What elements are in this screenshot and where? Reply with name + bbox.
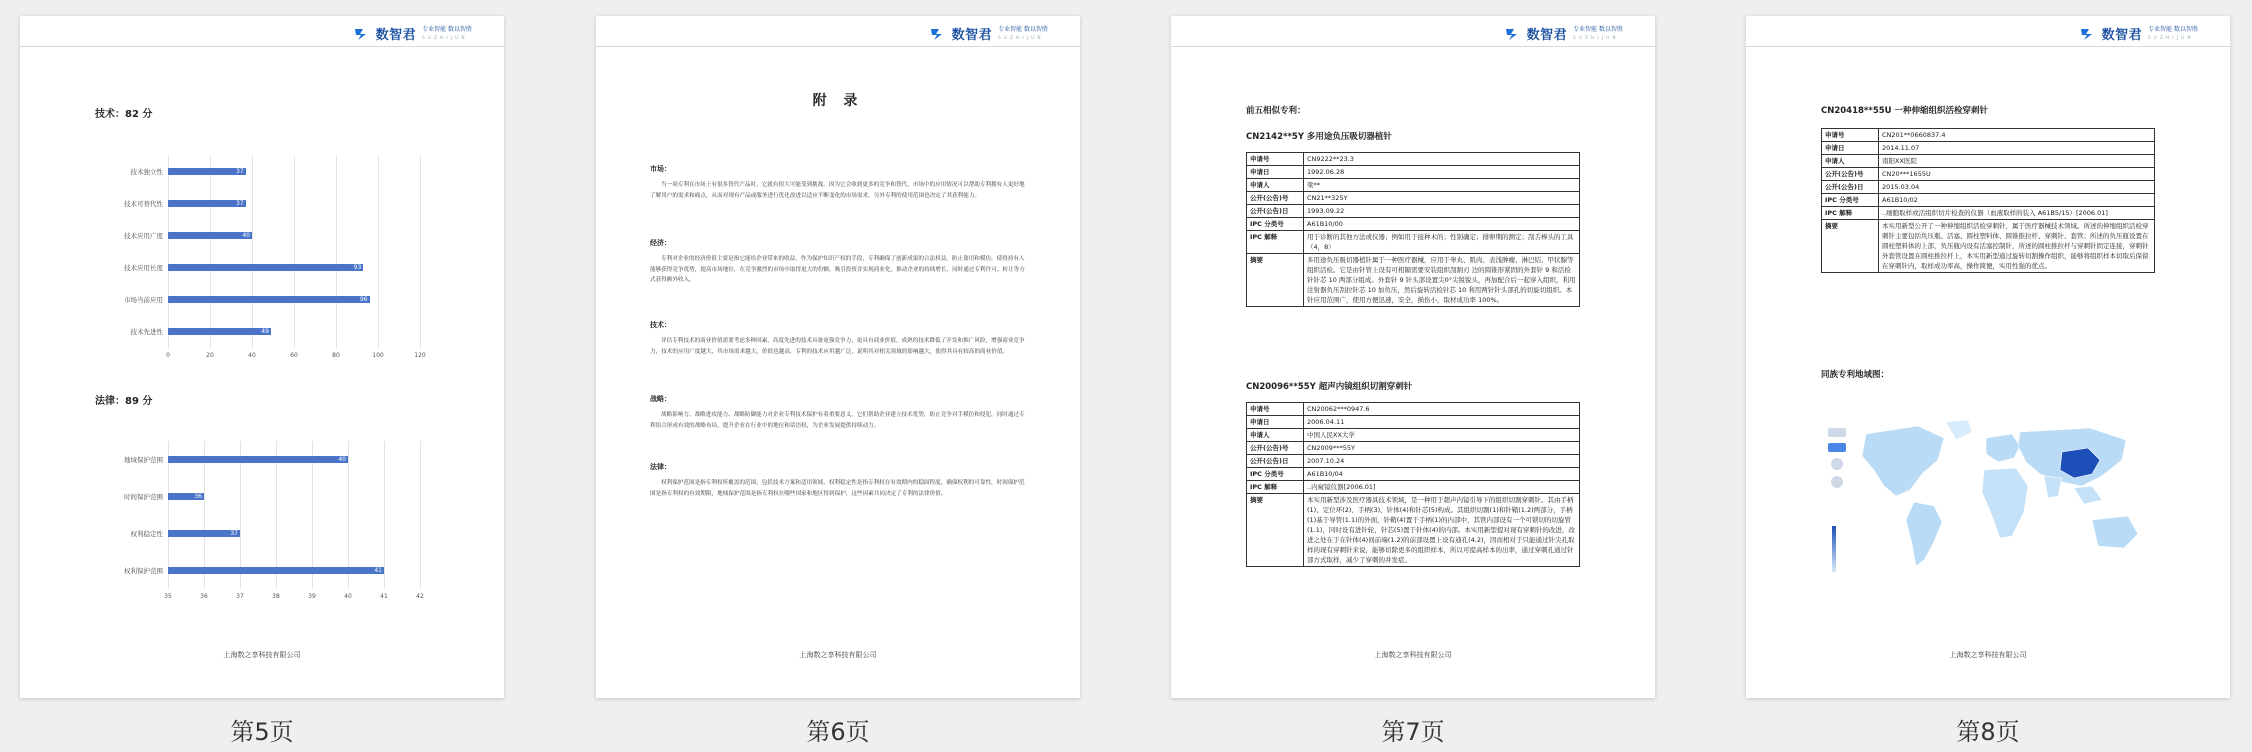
region-north-america [1862, 426, 1944, 496]
gridline [168, 156, 169, 348]
bar [168, 456, 348, 463]
section-heading: 经济： [650, 239, 671, 247]
patent-info-table [1821, 128, 2155, 273]
field-label: 公开(公告)日 [1822, 181, 1879, 194]
table-row [1247, 455, 1580, 468]
brand-slogan: 专业智能 数以智胜 [422, 25, 472, 33]
category-label: 技术应用长度 [124, 264, 163, 272]
brand-slogan-sub: S U Z H I J U N [1573, 34, 1617, 40]
page-footer: 上海数之享科技有限公司 [1374, 651, 1452, 659]
field-label: 申请日 [1822, 142, 1879, 155]
patent-info-table [1246, 152, 1580, 307]
field-value: 2006.04.11 [1304, 416, 1580, 429]
law-bar-chart [20, 441, 504, 611]
category-label: 权利稳定性 [130, 529, 163, 538]
brand-name: 数智君 [951, 28, 993, 43]
table-row [1247, 416, 1580, 429]
table-row [1822, 129, 2155, 142]
brand-name: 数智君 [375, 28, 417, 43]
field-label: IPC 分类号 [1822, 194, 1879, 207]
field-value: 本实用新型公开了一种伸缩组织活检穿刺针，属于医疗器械技术领域。所述的伸缩组织活检穿刺针主要包括负压瓶、活塞、圆柱塑料体、圆锥推拉杆、穿刺针、套管；所述的负压瓶设置在圆柱塑料体的上部，负压瓶内设有活塞控制针，所述的圆柱推拉杆与穿刺针固定连接，穿刺针外套管设置在圆柱推拉杆上，本实用新型通过旋转切割操作组织，能够将组织样本切取后保留在穿刺针内，取样成功率高，操作简便，实用性强的优点。 [1879, 220, 2155, 273]
appendix-section [650, 164, 1026, 201]
x-tick-label: 41 [380, 593, 388, 600]
brand-slogan: 专业智能 数以智胜 [2148, 25, 2198, 33]
patent-title: CN2142**5Y 多用途负压吸切器植针 [1246, 132, 1392, 142]
page-5 [20, 16, 504, 698]
gridline [294, 156, 295, 348]
section-heading: 法律： [650, 463, 671, 471]
category-label: 市场当前应用 [124, 296, 163, 304]
table-row [1822, 155, 2155, 168]
x-tick-label: 35 [164, 593, 172, 600]
table-row [1822, 142, 2155, 155]
field-value: A61B10/00 [1304, 218, 1580, 231]
field-label: 申请号 [1247, 403, 1304, 416]
appendix-section [650, 320, 1026, 357]
section-text: 战略影响力、战略进攻能力、战略防御能力对企业专利技术保护有着重要意义。它们帮助企业建立技术优势，防止竞争对手模仿和侵犯，同时通过专利组合形成有效的战略布局，提升企业在行业中的地位和话语权，为企业发展提供持续动力。 [650, 412, 1025, 429]
section-heading: 战略： [650, 395, 671, 403]
brand-logo [930, 24, 1048, 43]
bar-value-label: 41 [374, 566, 382, 574]
field-label: 公开(公告)号 [1247, 442, 1304, 455]
x-tick-label: 36 [200, 593, 208, 600]
law-score-title: 法律：89 分 [95, 396, 153, 407]
field-value: 南阳XX医院 [1879, 155, 2155, 168]
brand-name: 数智君 [1526, 28, 1568, 43]
patent-title: CN20096**55Y 超声内镜组织切割穿刺针 [1246, 382, 1413, 392]
region-greenland [1946, 420, 1972, 440]
table-row [1822, 207, 2155, 220]
page-8 [1746, 16, 2230, 698]
appendix-title: 附 录 [812, 93, 864, 109]
table-row [1247, 205, 1580, 218]
brand-logo [354, 24, 472, 43]
field-label: 申请人 [1247, 179, 1304, 192]
section-heading: 市场： [650, 165, 671, 173]
x-tick-label: 42 [416, 593, 424, 600]
x-tick-label: 20 [206, 352, 214, 359]
x-tick-label: 38 [272, 593, 280, 600]
category-label: 权利保护范围 [124, 566, 163, 575]
table-row [1247, 468, 1580, 481]
field-label: 申请人 [1822, 155, 1879, 168]
section-heading: 技术： [650, 321, 671, 329]
category-label: 技术可替代性 [124, 200, 163, 208]
field-value: CN9222**23.3 [1304, 153, 1580, 166]
field-value: ..内窥镜仪器[2006.01] [1304, 481, 1580, 494]
table-row [1247, 442, 1580, 455]
table-row [1247, 218, 1580, 231]
table-row [1822, 168, 2155, 181]
bar-value-label: 49 [261, 328, 269, 335]
appendix-section [650, 238, 1026, 286]
table-row [1247, 179, 1580, 192]
table-row [1822, 194, 2155, 207]
field-label: 摘要 [1247, 254, 1304, 307]
page-caption-7[interactable]: 第7页 [1381, 718, 1445, 746]
gridline [420, 156, 421, 348]
page-caption-5[interactable]: 第5页 [230, 718, 294, 746]
region-southeast-asia [2074, 486, 2102, 504]
field-label: IPC 分类号 [1247, 218, 1304, 231]
field-label: 摘要 [1822, 220, 1879, 273]
category-label: 技术应用广度 [124, 232, 163, 240]
brand-slogan-sub: S U Z H I J U N [2148, 34, 2192, 40]
section-text: 当一项专利在市场上有很多替代产品时，它就有很大可能受到挑战。因为它会收到更多的竞争和替代，市场中的应用情况可以帮助专利拥有人更好地了解用户的需求和痛点，从而对现有产品或服务进行优化改进以适应不断变化的市场需求，另外专利的使用范围也决定了其获利能力。 [650, 182, 1025, 199]
field-value: 2015.03.04 [1879, 181, 2155, 194]
region-south-america [1906, 502, 1942, 566]
region-africa [1982, 468, 2028, 538]
gridline [378, 156, 379, 348]
region-europe [1986, 434, 2020, 462]
region-south-asia [2044, 476, 2062, 498]
table-row [1247, 481, 1580, 494]
x-tick-label: 0 [166, 352, 170, 359]
appendix-section [650, 462, 1026, 499]
gridline [252, 156, 253, 348]
field-label: 公开(公告)号 [1822, 168, 1879, 181]
table-row [1247, 403, 1580, 416]
field-label: 申请号 [1822, 129, 1879, 142]
table-row [1247, 192, 1580, 205]
x-tick-label: 120 [414, 352, 426, 359]
gridline [210, 156, 211, 348]
x-tick-label: 100 [372, 352, 384, 359]
field-label: 申请日 [1247, 166, 1304, 179]
bar-value-label: 96 [359, 296, 368, 303]
field-value: CN21**325Y [1304, 192, 1580, 205]
page-caption-8[interactable]: 第8页 [1956, 718, 2020, 746]
field-value: 2014.11.07 [1879, 142, 2155, 155]
bar-value-label: 93 [353, 264, 362, 271]
tech-bar-chart [20, 156, 504, 366]
field-label: 公开(公告)日 [1247, 455, 1304, 468]
page-7 [1171, 16, 1655, 698]
table-row [1247, 153, 1580, 166]
table-row [1247, 166, 1580, 179]
page-footer: 上海数之享科技有限公司 [1949, 651, 2027, 659]
table-row [1247, 231, 1580, 254]
field-value: 多用途负压吸切器植针属于一种医疗器械，应用于睾丸、肌肉、表浅肿瘤、淋巴结、甲状腺等组织活检。它是由针管上设有可相隔需要安装组织刮割刃 边的圆锥形紧固的外套针 9 和活检针针芯 10 两部分组成。外套针 9 针头部设置尖0°尖锐锐头，再加配合后一起穿入组织，利用注射器负压刮拉针芯 10 加负压，然后旋转活检针芯 10 利用两针针头部孔的切旋切组织。本针应用范围广，使用方便迅速，安全，损伤小，取材成功率 100%。 [1304, 254, 1580, 307]
patent-info-table [1246, 402, 1580, 567]
x-tick-label: 39 [308, 593, 316, 600]
patent-title: CN20418**55U 一种伸缩组织活检穿刺针 [1821, 106, 1989, 116]
table-row [1247, 494, 1580, 567]
brand-slogan: 专业智能 数以智胜 [998, 25, 1048, 33]
field-label: 申请号 [1247, 153, 1304, 166]
section-text: 评估专利技术的商业价值需要考虑多种因素，高度先进的技术具备更强竞争力，更具有商业价值，成熟的技术降低了开发和推广风险，增强商业竞争力，技术的应用广度越大，其市场需求越大，价值也越高，专利的技术应用越广泛，说明其对相关领域的影响越大，使得其具有较高的商业价值。 [650, 338, 1025, 355]
brand-slogan: 专业智能 数以智胜 [1573, 25, 1623, 33]
x-tick-label: 37 [236, 593, 244, 600]
page-footer: 上海数之享科技有限公司 [223, 651, 301, 659]
field-label: 申请日 [1247, 416, 1304, 429]
region-australia [2092, 516, 2138, 548]
field-value: 用于诊断的其他方法或仪器；例如用于接种术的；性别确定；排卵期的测定；刮舌棒头的工具（4，8） [1304, 231, 1580, 254]
field-value: 1992.06.28 [1304, 166, 1580, 179]
x-tick-label: 40 [344, 593, 352, 600]
brand-logo [1505, 24, 1623, 43]
bar [168, 567, 384, 574]
brand-name: 数智君 [2101, 28, 2143, 43]
field-label: 公开(公告)日 [1247, 205, 1304, 218]
appendix-section [650, 394, 1026, 431]
world-map [1826, 416, 2166, 586]
bar [168, 264, 363, 271]
field-label: IPC 解释 [1247, 231, 1304, 254]
gridline [336, 156, 337, 348]
field-value: 2007.10.24 [1304, 455, 1580, 468]
brand-mark-icon [2080, 27, 2096, 41]
gridline [420, 441, 421, 589]
field-label: 申请人 [1247, 429, 1304, 442]
bar-value-label: 37 [230, 529, 238, 537]
bar-value-label: 37 [236, 200, 244, 207]
family-map-title: 同族专利地域图： [1821, 370, 1890, 380]
brand-mark-icon [930, 27, 946, 41]
field-value: CN201**0660837.4 [1879, 129, 2155, 142]
brand-logo [2080, 24, 2198, 43]
table-row [1822, 181, 2155, 194]
field-label: IPC 解释 [1247, 481, 1304, 494]
page-6 [596, 16, 1080, 698]
brand-slogan-sub: S U Z H I J U N [422, 34, 466, 40]
field-value: ..细胞取样或活组织切片检查的仪器（血液取样的装入 A61B5/15）[2006.01] [1879, 207, 2155, 220]
bar-value-label: 40 [338, 455, 346, 463]
bar-value-label: 37 [236, 168, 244, 175]
brand-mark-icon [354, 27, 370, 41]
category-label: 技术独立性 [130, 168, 163, 176]
brand-slogan-sub: S U Z H I J U N [998, 34, 1042, 40]
gridline [384, 441, 385, 589]
x-tick-label: 60 [290, 352, 298, 359]
field-value: 本实用新型涉及医疗器具技术领域，是一种用于超声内镜引导下的组织切割穿刺针。其由手柄(1)、定位环(2)、手柄(3)、针体(4)和针芯(5)构成。其组织切割(1)和针鞘(1.2)两部分，手柄(1)基于导管(1.1)的外面，针鞘(4)置于手柄(1)的内部中，其管内部设有一个可锁切的切旋管(1.1)，同时设有进针轮，针芯(5)置于针体(4)的内部。本实用新型提对现有穿刺针的改进，改进之处在于在针体(4)间前端(1.2)的前部设置上设有通孔(4.2)，因而相对于只能通过针尖孔取样的现有穿刺针来说，能够切除更多的组织样本，所以可提高样本的出率，通过穿刺孔通过针部方式取样，减少了穿刺的并发症。 [1304, 494, 1580, 567]
x-tick-label: 40 [248, 352, 256, 359]
section-text: 专利对企业的经济价值主要是指它能给企业带来的收益，作为保护知识产权的手段，专利确保了创新成果的合法权益，防止盗用和模仿，使得持有人能够获得竞争优势，提高市场地位，在竞争激烈的市场中取得更大的份额，吸引投资并实现商业化，推动企业的持续增长，同时通过专利许可、转让等方式获得额外收入。 [650, 256, 1025, 283]
table-row [1247, 254, 1580, 307]
x-tick-label: 80 [332, 352, 340, 359]
bar-value-label: 36 [194, 492, 202, 500]
category-label: 地域保护范围 [124, 455, 163, 464]
brand-mark-icon [1505, 27, 1521, 41]
tech-score-title: 技术：82 分 [95, 109, 153, 120]
field-value: CN20***1655U [1879, 168, 2155, 181]
field-label: 公开(公告)号 [1247, 192, 1304, 205]
field-label: IPC 分类号 [1247, 468, 1304, 481]
field-value: CN20062***0947.6 [1304, 403, 1580, 416]
bar-value-label: 40 [242, 232, 250, 239]
category-label: 技术先进性 [130, 328, 163, 336]
field-value: A61B10/04 [1304, 468, 1580, 481]
section-text: 权利保护范围是指专利权所覆盖的范围，包括技术方案和适用领域，权利稳定性是指专利权在有效期内的稳固程度，确保权利的可靠性，时间保护范围是指专利权的有效期限，地域保护范围是指专利权在哪些国家和地区得到保护，这些因素共同决定了专利的法律价值。 [650, 480, 1025, 497]
similar-patents-heading: 前五相似专利： [1246, 106, 1306, 116]
page-footer: 上海数之享科技有限公司 [799, 651, 877, 659]
bar [168, 296, 370, 303]
field-value: 中国人民XX大学 [1304, 429, 1580, 442]
field-value: A61B10/02 [1879, 194, 2155, 207]
field-label: 摘要 [1247, 494, 1304, 567]
field-value: 梁** [1304, 179, 1580, 192]
field-value: 1993.09.22 [1304, 205, 1580, 218]
field-value: CN2009***55Y [1304, 442, 1580, 455]
category-label: 时间保护范围 [124, 492, 163, 501]
table-row [1247, 429, 1580, 442]
page-caption-6[interactable]: 第6页 [806, 718, 870, 746]
table-row [1822, 220, 2155, 273]
field-label: IPC 解释 [1822, 207, 1879, 220]
